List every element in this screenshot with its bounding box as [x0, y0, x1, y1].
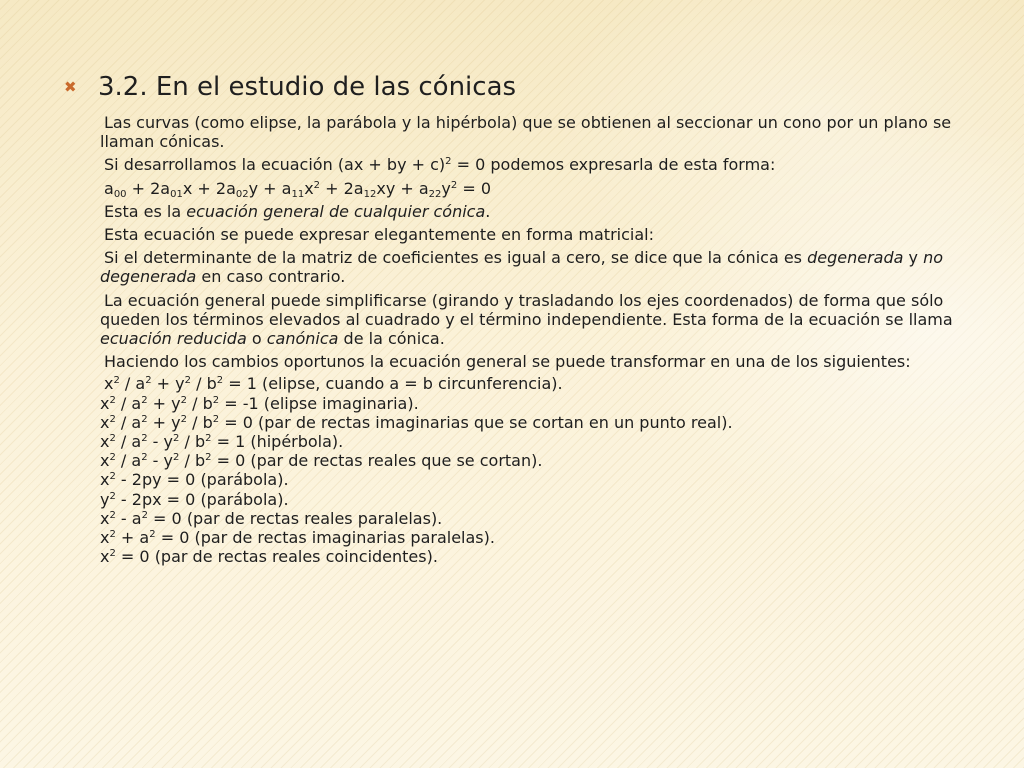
slide-title: [64, 72, 516, 102]
equation-line: $x^2 + a^2 = 0$ (par de rectas imaginarias paralelas).: [100, 528, 495, 548]
x-bullet-icon: ✖: [64, 78, 77, 96]
paragraph-transform: Haciendo los cambios oportunos la ecuación general se puede transformar en una de los siguientes:: [104, 352, 911, 372]
paragraph-expansion: Si desarrollamos la ecuación (ax + by + c)$^2$ = 0 podemos expresarla de esta forma:: [104, 155, 776, 175]
equation-line: $x^2 - a^2 = 0$ (par de rectas reales paralelas).: [100, 508, 443, 528]
canonical-equations-list: [100, 374, 960, 566]
title-text: 3.2. En el estudio de las cónicas: [98, 72, 517, 102]
paragraph-reduced-form: La ecuación general puede simplificarse (girando y trasladando los ejes coordenados) de forma que sólo queden los términos elevados al cuadrado y el término independiente. Esta forma de la ecuación se llama ecuación reducida o canónica de la cónica.: [100, 290, 953, 349]
equation-line: $x^2 / a^2 - y^2 / b^2 = 1$ (hipérbola).: [100, 432, 344, 452]
equation-line: $x^2 / a^2 - y^2 / b^2 = 0$ (par de rectas reales que se cortan).: [100, 451, 543, 471]
paragraph-definition: Las curvas (como elipse, la parábola y la hipérbola) que se obtienen al seccionar un cono por un plano se llaman cónicas.: [100, 113, 952, 152]
equation-line: $x^2 = 0$ (par de rectas reales coincidentes).: [100, 547, 438, 567]
equation-line: $x^2 / a^2 + y^2 / b^2 = 0$ (par de rectas imaginarias que se cortan en un punto real).: [100, 412, 733, 432]
paragraph-matrix: Esta ecuación se puede expresar elegantemente en forma matricial:: [104, 225, 654, 245]
equation-line: $x^2 / a^2 + y^2 / b^2 = -1$ (elipse imaginaria).: [100, 393, 419, 413]
general-equation: $a_{00} + 2a_{01}x + 2a_{02}y + a_{11}x^2 + 2a_{12}xy + a_{22}y^2 = 0$: [104, 178, 492, 200]
equation-line: $y^2 - 2px = 0$ (parábola).: [100, 489, 289, 509]
paragraph-general-name: Esta es la ecuación general de cualquier cónica.: [104, 201, 491, 221]
paragraph-determinant: Si el determinante de la matriz de coeficientes es igual a cero, se dice que la cónica es degenerada y no degenerada en caso contrario.: [100, 248, 943, 287]
slide-body: [100, 113, 960, 566]
equation-line: $x^2 - 2py = 0$ (parábola).: [100, 470, 289, 490]
equation-line: $x^2 / a^2 + y^2 / b^2 = 1$ (elipse, cuando a = b circunferencia).: [104, 374, 563, 394]
